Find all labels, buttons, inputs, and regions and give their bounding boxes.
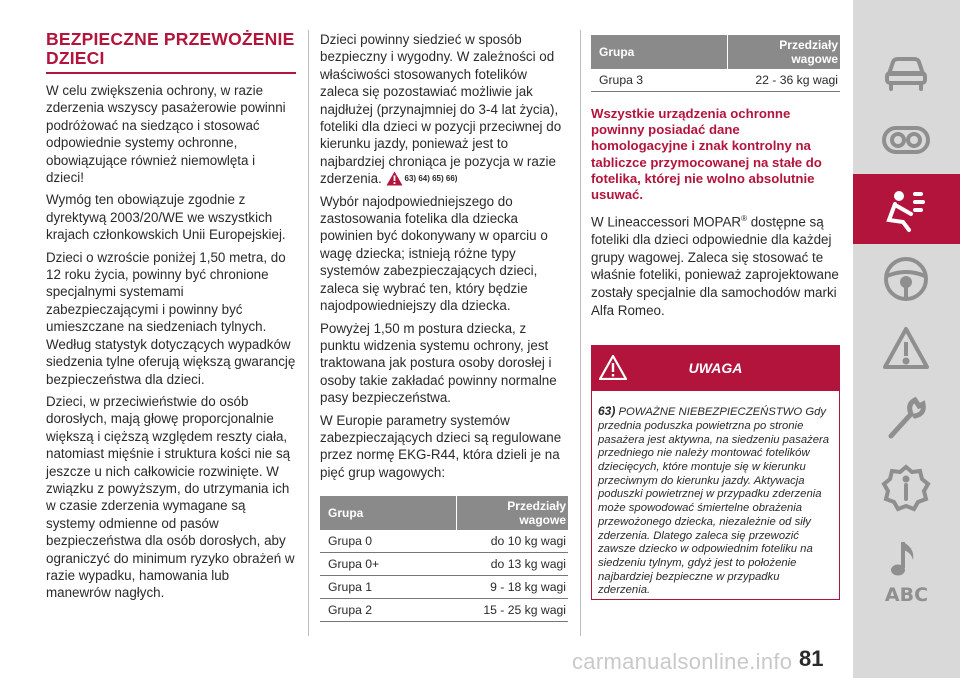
group-cell: Grupa 2 (320, 599, 456, 622)
paragraph: Wybór najodpowiedniejszego do zastosowania fotelika dla dziecka powinien być dokonywany w oparciu o wagę dziecka; istnieją różne typy systemów zabezpieczających dzieci, zaleca się wybrać ten, który będzie najodpowiedniejszy dla dziecka. (320, 193, 548, 314)
group-cell: Grupa 0 (320, 530, 456, 553)
chapter-technical-data[interactable] (853, 454, 960, 524)
chapter-sidebar (853, 0, 960, 678)
paragraph (591, 210, 840, 319)
car-icon (881, 44, 931, 94)
warning-header (591, 345, 840, 391)
column-1 (46, 30, 296, 607)
wrench-icon (881, 394, 931, 444)
music-icon (881, 534, 931, 584)
table-row (591, 69, 840, 92)
column-2 (320, 31, 568, 617)
paragraph: W Europie parametry systemów zabezpieczających dzieci są regulowane przez normę EKG-R44, która dzieli je na pięć grup wagowych: (320, 412, 562, 480)
section-title-line1: BEZPIECZNE PRZEWOŻENIE (46, 29, 295, 49)
column-3 (591, 35, 840, 600)
column-divider (308, 30, 309, 636)
warning-icon (599, 355, 627, 380)
group-cell: Grupa 0+ (320, 553, 456, 576)
table-row (320, 599, 568, 622)
header-group: Grupa (320, 496, 456, 530)
warning-title: UWAGA (688, 360, 743, 377)
weight-groups-table (320, 496, 568, 622)
table-row (320, 553, 568, 576)
column-divider (580, 30, 581, 636)
header-group: Grupa (591, 35, 727, 69)
weight-cell: 15 - 25 kg wagi (456, 599, 568, 622)
paragraph (320, 31, 568, 188)
paragraph: Dzieci, w przeciwieństwie do osób dorosłych, mają głowę proporcjonalnie większą i cięższą względem reszty ciała, natomiast mięśnie i struktura kości nie są jeszcze u nich całkowicie rozwinięte. W związku z powyższym, do utrzymania ich w czasie zderzenia wymagane są systemy odmienne od pasów bezpieczeństwa dla osób dorosłych, aby ograniczyć do minimum ryzyko obrażeń w razie wypadku, hamowania lub manewrów nagłych. (46, 393, 295, 601)
paragraph: Powyżej 1,50 m postura dziecka, z punktu widzenia systemu ochrony, jest traktowana jak postura osoby dorosłej i osoby takie zakładać powinny normalne pasy bezpieczeństwa. (320, 320, 557, 406)
paragraph: Wymóg ten obowiązuje zgodnie z dyrektywą 2003/20/WE we wszystkich krajach członkowskich Unii Europejskiej. (46, 192, 286, 243)
dashboard-icon (881, 114, 931, 164)
warning-icon (881, 324, 931, 374)
header-weight: Przedziały wagowe (727, 35, 840, 69)
safety-icon (881, 184, 931, 234)
registered-mark: ® (741, 214, 747, 224)
paragraph-text: dostępne są foteliki dla dzieci odpowiednie dla każdej grupy wagowej. Zaleca się stosować te właśnie foteliki, ponieważ zaprojektowane zostały specjalnie dla samochodów marki Alfa Romeo. (591, 214, 839, 318)
table-row (320, 576, 568, 599)
paragraph: Dzieci o wzroście poniżej 1,50 metra, do 12 roku życia, powinny być chronione specjalnymi systemami zabezpieczającymi i powinny być umieszczane na siedzeniach tylnych. Według statystyk dotyczących wypadków siedzenia tylne oferują większą gwarancję bezpieczeństwa dla dzieci. (46, 249, 296, 387)
weight-cell: 9 - 18 kg wagi (456, 576, 568, 599)
chapter-emergency[interactable] (853, 314, 960, 384)
section-title-line2: DZIECI (46, 48, 105, 68)
warning-box (591, 391, 840, 600)
weight-cell: 22 - 36 kg wagi (727, 69, 840, 92)
group-cell: Grupa 3 (591, 69, 727, 92)
steering-wheel-icon (881, 254, 931, 304)
weight-cell: do 13 kg wagi (456, 553, 568, 576)
chapter-safety[interactable] (853, 174, 960, 244)
warning-icon (386, 171, 403, 186)
weight-groups-table-continued (591, 35, 840, 92)
warning-number: 63) (598, 404, 616, 419)
chapter-car[interactable] (853, 34, 960, 104)
header-weight: Przedziały wagowe (456, 496, 568, 530)
homologation-notice: Wszystkie urządzenia ochronne powinny posiadać dane homologacyjne i znak kontrolny na tabliczce przymocowanej na stałe do fotelika, której nie wolno absolutnie usuwać. (591, 106, 822, 203)
paragraph-text: W Lineaccessori MOPAR (591, 214, 742, 230)
table-header-row (320, 496, 568, 530)
table-header-row (591, 35, 840, 69)
group-cell: Grupa 1 (320, 576, 456, 599)
paragraph: W celu zwiększenia ochrony, w razie zderzenia wszyscy pasażerowie powinni podróżować na siedząco i stosować odpowiednie systemy ochronne, obowiązujące również niemowlęta i dzieci! (46, 83, 286, 186)
chapter-index[interactable]: ABC (884, 584, 929, 606)
table-row (320, 530, 568, 553)
chapter-dashboard[interactable] (853, 104, 960, 174)
watermark: carmanualsonline.info (572, 649, 793, 674)
info-icon (881, 464, 931, 514)
section-title (46, 30, 296, 74)
chapter-starting[interactable] (853, 244, 960, 314)
page-number: 81 (799, 646, 824, 671)
warning-body: POWAŻNE NIEBEZPIECZEŃSTWO Gdy przednia poduszka powietrzna po stronie pasażera jest aktywna, na siedzeniu pasażera przedniego nie należy montować fotelików dziecięcych, które montuje się w kierunku przeciwnym do kierunku jazdy. Aktywacja poduszki powietrznej w przypadku zderzenia może spowodować śmiertelne obrażenia przewożonego dziecka, niezależnie od siły zderzenia. Dlatego zaleca się przewozić zawsze dziecko w odpowiednim foteliku na siedzeniu tylnym, gdyż jest to położenie najbardziej bezpieczne w przypadku zderzenia. (598, 406, 830, 597)
paragraph-text: Dzieci powinny siedzieć w sposób bezpieczny i wygodny. W zależności od właściwości stosowanych fotelików zaleca się pozostawiać możliwie jak najdłużej (przynajmniej do 3-4 lat życia), foteliki dla dzieci w pozycji przeciwnej do kierunku jazdy, ponieważ jest to najbardziej chroniąca je pozycja w razie zderzenia. (320, 32, 562, 187)
chapter-maintenance[interactable] (853, 384, 960, 454)
warning-references[interactable]: 63) 64) 65) 66) (404, 174, 458, 184)
weight-cell: do 10 kg wagi (456, 530, 568, 553)
warning-text (598, 405, 833, 598)
